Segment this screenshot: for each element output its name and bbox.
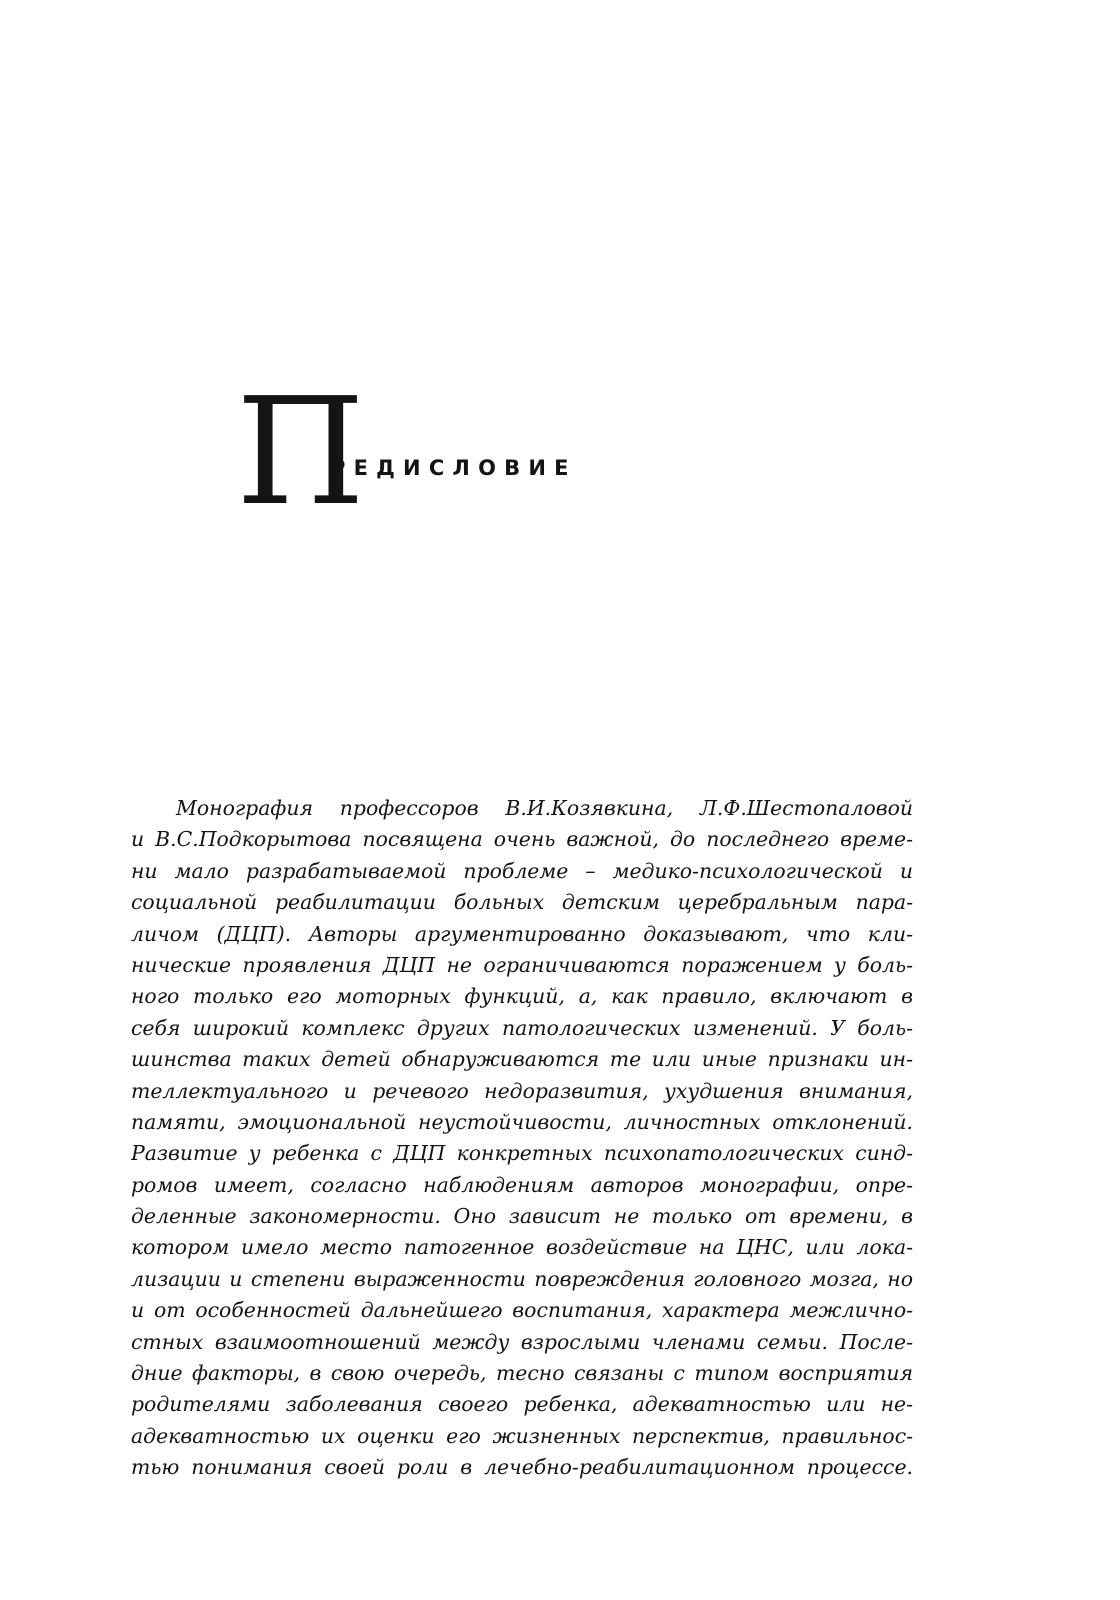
paragraph-line: нические проявления ДЦП не ограничиваются поражением у боль-: [131, 952, 913, 977]
paragraph-line: социальной реабилитации больных детским церебральным пара-: [131, 890, 913, 915]
paragraph-line: и В.С.Подкорытова посвящена очень важной, до последнего време-: [131, 827, 913, 852]
paragraph-line: шинства таких детей обнаруживаются те или иные признаки ин-: [131, 1047, 913, 1072]
paragraph-line: и от особенностей дальнейшего воспитания, характера межлично-: [131, 1298, 913, 1323]
paragraph-line: ромов имеет, согласно наблюдениям авторов монографии, опре-: [131, 1172, 913, 1197]
paragraph-line: себя широкий комплекс других патологических изменений. У боль-: [131, 1015, 913, 1040]
paragraph-line: Монография профессоров В.И.Козявкина, Л.Ф.Шестопаловой: [176, 796, 913, 820]
paragraph-line: памяти, эмоциональной неустойчивости, личностных отклонений.: [131, 1109, 913, 1134]
paragraph-line: котором имело место патогенное воздействие на ЦНС, или лока-: [131, 1235, 913, 1260]
paragraph-line: адекватностью их оценки его жизненных перспектив, правильнос-: [131, 1423, 913, 1448]
preface-paragraph: [131, 793, 913, 1484]
paragraph-line: дние факторы, в свою очередь, тесно связаны с типом восприятия: [131, 1361, 913, 1386]
paragraph-line: родителями заболевания своего ребенка, адекватностью или не-: [131, 1392, 913, 1417]
paragraph-line: Развитие у ребенка с ДЦП конкретных психопатологических синд-: [131, 1141, 913, 1166]
paragraph-line: лизации и степени выраженности повреждения головного мозга, но: [131, 1266, 913, 1291]
paragraph-line: теллектуального и речевого недоразвития, ухудшения внимания,: [131, 1078, 913, 1103]
heading-drop-cap: П: [236, 366, 366, 538]
paragraph-line: ного только его моторных функций, а, как правило, включают в: [131, 984, 913, 1009]
paragraph-line: ни мало разрабатываемой проблеме – медико-психологической и: [131, 858, 913, 883]
paragraph-line: тью понимания своей роли в лечебно-реабилитационном процессе.: [131, 1455, 913, 1480]
paragraph-line: стных взаимоотношений между взрослыми членами семьи. После-: [131, 1329, 913, 1354]
heading-text: РЕДИСЛОВИЕ: [330, 456, 577, 480]
paragraph-line: личом (ДЦП). Авторы аргументированно доказывают, что кли-: [131, 921, 913, 946]
paragraph-line: деленные закономерности. Оно зависит не только от времени, в: [131, 1204, 913, 1229]
